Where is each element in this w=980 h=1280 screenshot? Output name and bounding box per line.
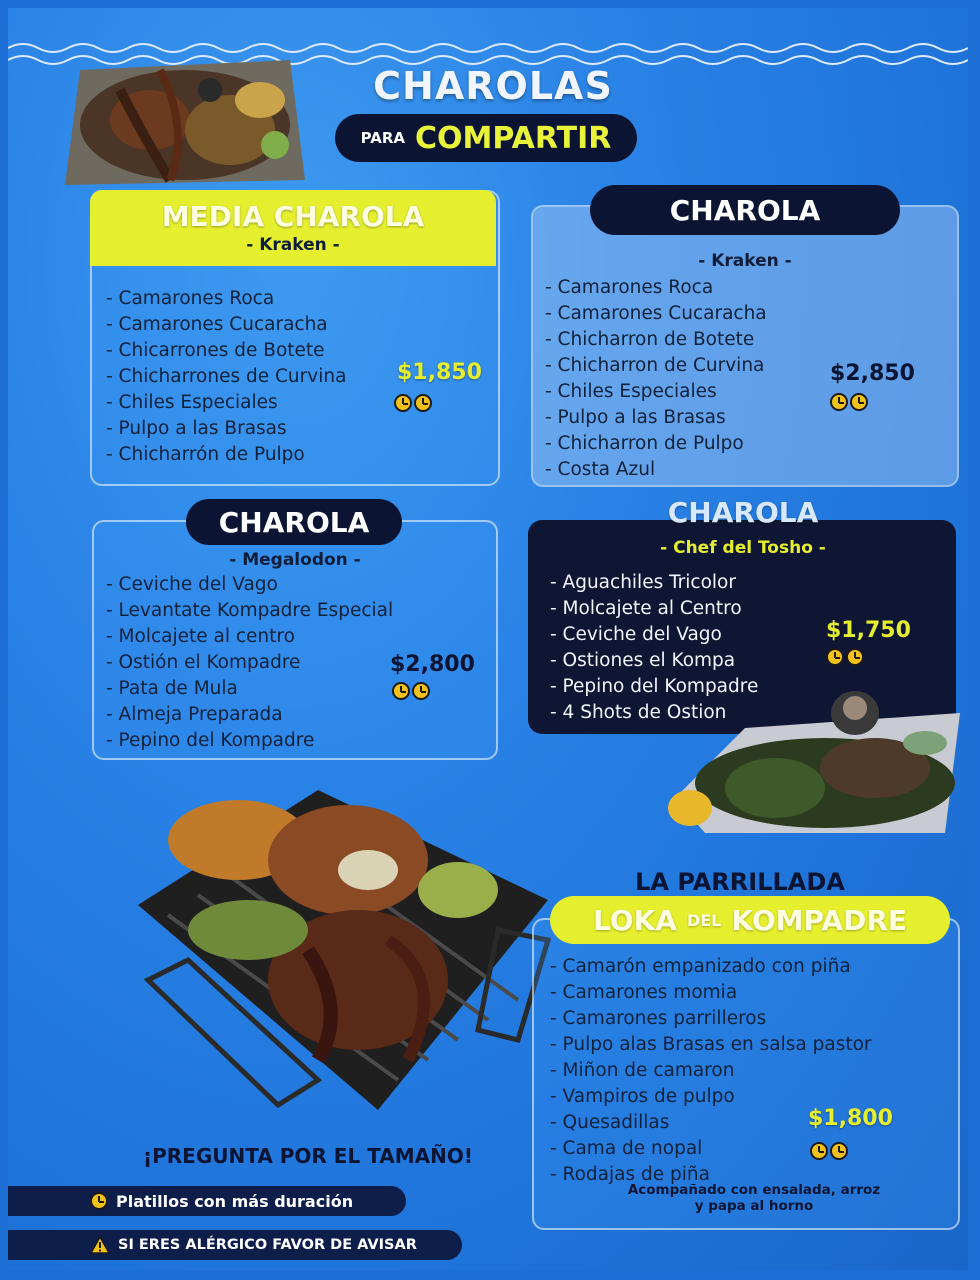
parrillada-note-line-2: y papa al horno [694, 1198, 814, 1214]
clock-icon [392, 682, 410, 700]
media-charola-price: $1,850 [397, 360, 482, 385]
list-item: - Pulpo a las Brasas [106, 418, 287, 439]
warning-icon [90, 1236, 110, 1254]
charola-chef-title: CHAROLA [667, 496, 819, 529]
size-question: ¡PREGUNTA POR EL TAMAÑO! [143, 1144, 473, 1168]
clock-icon [826, 648, 844, 666]
clock-icon [830, 393, 848, 411]
clock-icon [394, 394, 412, 412]
clock-icon [850, 393, 868, 411]
clock-icon [412, 682, 430, 700]
parrillada-note-line-1: Acompañado con ensalada, arroz [627, 1182, 881, 1198]
parrillada-price: $1,800 [808, 1106, 893, 1131]
list-item: - Molcajete al centro [106, 626, 295, 647]
list-item: - Quesadillas [550, 1112, 670, 1133]
clock-icon [830, 1142, 848, 1160]
list-item: - Camarones Cucaracha [106, 314, 328, 335]
duration-legend-text: Platillos con más duración [116, 1191, 354, 1211]
charola-kraken-duration [830, 393, 868, 411]
clock-icon [90, 1192, 108, 1210]
list-item: - Camarón empanizado con piña [550, 956, 851, 977]
list-item: - Levantate Kompadre Especial [106, 600, 394, 621]
list-item: - Pata de Mula [106, 678, 238, 699]
ceviche-platter-image [665, 668, 965, 838]
list-item: - Chicharron de Botete [545, 329, 755, 350]
del-label: DEL [686, 910, 722, 930]
list-item: - Pulpo a las Brasas [545, 407, 726, 428]
list-item: - Aguachiles Tricolor [550, 572, 736, 593]
charola-chef-subtitle: - Chef del Tosho - [660, 538, 826, 558]
charola-kraken-price: $2,850 [830, 361, 915, 386]
media-charola-duration [394, 394, 432, 412]
parrillada-card [532, 918, 960, 1230]
list-item: - Almeja Preparada [106, 704, 283, 725]
charola-chef-price: $1,750 [826, 618, 911, 643]
clock-icon [414, 394, 432, 412]
seafood-platter-image-top [60, 30, 310, 190]
para-label: PARA [360, 129, 406, 147]
list-item: - Chicharron de Pulpo [545, 433, 744, 454]
charola-kraken-subtitle: - Kraken - [698, 251, 792, 271]
list-item: - Pulpo alas Brasas en salsa pastor [550, 1034, 872, 1055]
duration-legend-bar [8, 1186, 406, 1216]
list-item: - Ceviche del Vago [550, 624, 722, 645]
list-item: - 4 Shots de Ostion [550, 702, 727, 723]
media-charola-card [90, 190, 500, 486]
parrillada-note [564, 1182, 944, 1214]
list-item: - Chicharrón de Pulpo [106, 444, 305, 465]
charola-megalodon-title: CHAROLA [186, 499, 402, 545]
list-item: - Chicarrones de Botete [106, 340, 325, 361]
charola-kraken-card [531, 205, 959, 487]
charola-megalodon-duration [392, 682, 430, 700]
list-item: - Ceviche del Vago [106, 574, 278, 595]
allergy-warning-text: SI ERES ALÉRGICO FAVOR DE AVISAR [118, 1237, 417, 1253]
list-item: - Camarones Roca [545, 277, 714, 298]
parrillada-grill-image [128, 750, 558, 1120]
list-item: - Camarones parrilleros [550, 1008, 767, 1029]
charola-megalodon-subtitle: - Megalodon - [229, 550, 361, 570]
clock-icon [846, 648, 864, 666]
list-item: - Vampiros de pulpo [550, 1086, 735, 1107]
list-item: - Costa Azul [545, 459, 656, 480]
list-item: - Camarones Cucaracha [545, 303, 767, 324]
list-item: - Camarones momia [550, 982, 738, 1003]
parrillada-duration [810, 1142, 848, 1160]
media-charola-items [106, 286, 346, 468]
page-title: CHAROLAS [373, 64, 613, 108]
charola-kraken-title: CHAROLA [590, 185, 900, 235]
list-item: - Chicharrones de Curvina [106, 366, 347, 387]
media-charola-header [90, 190, 496, 266]
loka-label: LOKA [592, 903, 677, 937]
list-item: - Ostiones el Kompa [550, 650, 736, 671]
allergy-warning-bar [8, 1230, 462, 1260]
charola-megalodon-price: $2,800 [390, 652, 475, 677]
media-charola-title: MEDIA CHAROLA [161, 200, 425, 233]
list-item: - Rodajas de piña [550, 1164, 710, 1185]
kompadre-label: KOMPADRE [731, 903, 908, 937]
parrillada-title: LA PARRILLADA [635, 868, 845, 896]
loka-kompadre-pill [550, 896, 950, 944]
list-item: - Chiles Especiales [106, 392, 278, 413]
list-item: - Camarones Roca [106, 288, 275, 309]
menu-page [8, 8, 968, 1270]
media-charola-subtitle: - Kraken - [246, 235, 340, 255]
list-item: - Pepino del Kompadre [550, 676, 759, 697]
charola-megalodon-items [106, 572, 393, 754]
list-item: - Chicharron de Curvina [545, 355, 765, 376]
compartir-label: COMPARTIR [415, 120, 612, 156]
list-item: - Cama de nopal [550, 1138, 703, 1159]
charola-megalodon-card [92, 520, 498, 760]
list-item: - Chiles Especiales [545, 381, 717, 402]
list-item: - Ostión el Kompadre [106, 652, 301, 673]
list-item: - Pepino del Kompadre [106, 730, 315, 751]
list-item: - Molcajete al Centro [550, 598, 742, 619]
charola-chef-duration [826, 648, 864, 666]
list-item: - Miñon de camaron [550, 1060, 735, 1081]
charola-kraken-items [545, 275, 767, 483]
subtitle-pill [335, 114, 637, 162]
clock-icon [810, 1142, 828, 1160]
